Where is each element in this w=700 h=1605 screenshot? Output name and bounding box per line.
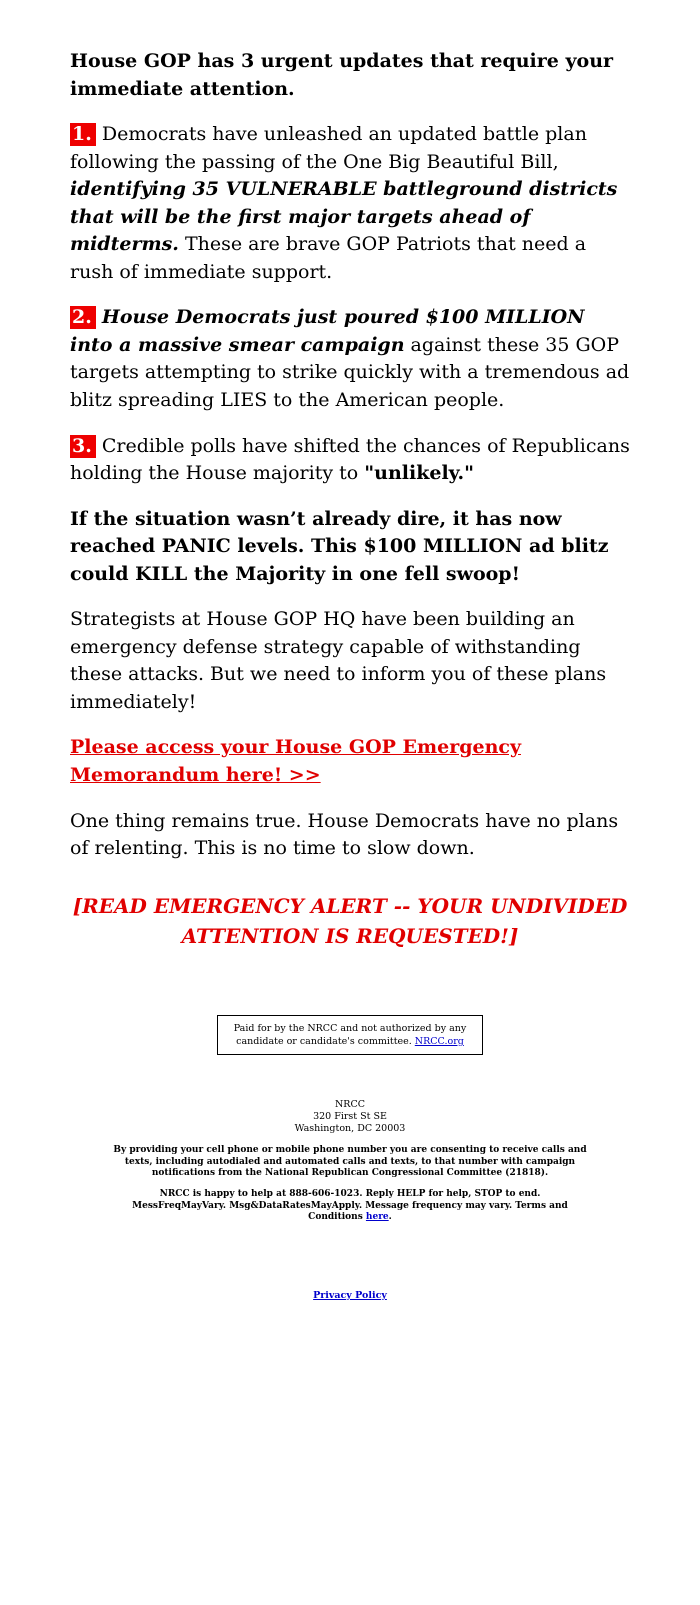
address-street: 320 First St SE	[313, 1111, 387, 1123]
closing-paragraph: One thing remains true. House Democrats have no plans of relenting. This is no time to slow down.	[70, 809, 619, 860]
panic-paragraph: If the situation wasn’t already dire, it has now reached PANIC levels. This $100 MILLION ad blitz could KILL the Majority in one fell swoop!	[70, 507, 609, 585]
point-2-tail: against these 35 GOP targets attempting to strike quickly with a tremendous ad blitz spreading LIES to the American people.	[70, 333, 630, 412]
email-footer	[70, 1099, 630, 1301]
point-1	[70, 121, 630, 286]
point-1-lead: Democrats have unleashed an updated battle plan following the passing of the One Big Beautiful Bill,	[70, 123, 587, 173]
point-1-emphasis: identifying 35 VULNERABLE battleground districts that will be the first major targets ahead of midterms.	[70, 178, 618, 256]
paid-for-text: Paid for by the NRCC and not authorized by any candidate or candidate's committee.	[233, 1022, 467, 1047]
address-block	[70, 1099, 630, 1135]
point-3-strong: "unlikely."	[364, 462, 475, 485]
help-text-body: NRCC is happy to help at 888-606-1023. Reply HELP for help, STOP to end. MessFreqMayVary. Msg&DataRatesMayApply. Message frequency may vary. Terms and Conditions	[132, 1188, 568, 1223]
address-city: Washington, DC 20003	[294, 1123, 406, 1135]
address-org: NRCC	[334, 1099, 365, 1111]
email-heading: House GOP has 3 urgent updates that require your immediate attention.	[70, 50, 614, 100]
emergency-memorandum-link[interactable]: Please access your House GOP Emergency Memorandum here! >>	[70, 736, 521, 787]
terms-and-conditions-link[interactable]: here	[365, 1212, 389, 1223]
point-3	[70, 433, 630, 488]
point-1-badge: 1.	[70, 123, 96, 146]
point-2-emphasis: House Democrats just poured $100 MILLION into a massive smear campaign	[70, 306, 585, 356]
paid-for-disclaimer-box	[217, 1015, 483, 1056]
point-1-tail: These are brave GOP Patriots that need a rush of immediate support.	[70, 233, 587, 283]
nrcc-org-link[interactable]: NRCC.org	[414, 1035, 464, 1047]
privacy-policy-paragraph	[70, 1290, 630, 1301]
point-2	[70, 304, 630, 414]
emergency-alert-text: [READ EMERGENCY ALERT -- YOUR UNDIVIDED ATTENTION IS REQUESTED!]	[72, 893, 628, 948]
point-3-lead: Credible polls have shifted the chances of Republicans holding the House majority to	[70, 434, 630, 485]
point-3-badge: 3.	[70, 435, 96, 458]
point-2-badge: 2.	[70, 306, 96, 329]
help-text	[130, 1189, 570, 1224]
strategy-paragraph: Strategists at House GOP HQ have been building an emergency defense strategy capable of withstanding these attacks. But we need to inform you of these plans immediately!	[70, 608, 607, 713]
memo-link-paragraph	[70, 734, 630, 789]
privacy-policy-link[interactable]: Privacy Policy	[313, 1290, 387, 1302]
help-text-end: .	[388, 1212, 392, 1223]
sms-disclaimer: By providing your cell phone or mobile phone number you are consenting to receive calls and texts, including autodialed and automated calls and texts, to that number with campaign notifications from the National Republican Congressional Committee (21818).	[113, 1144, 587, 1179]
